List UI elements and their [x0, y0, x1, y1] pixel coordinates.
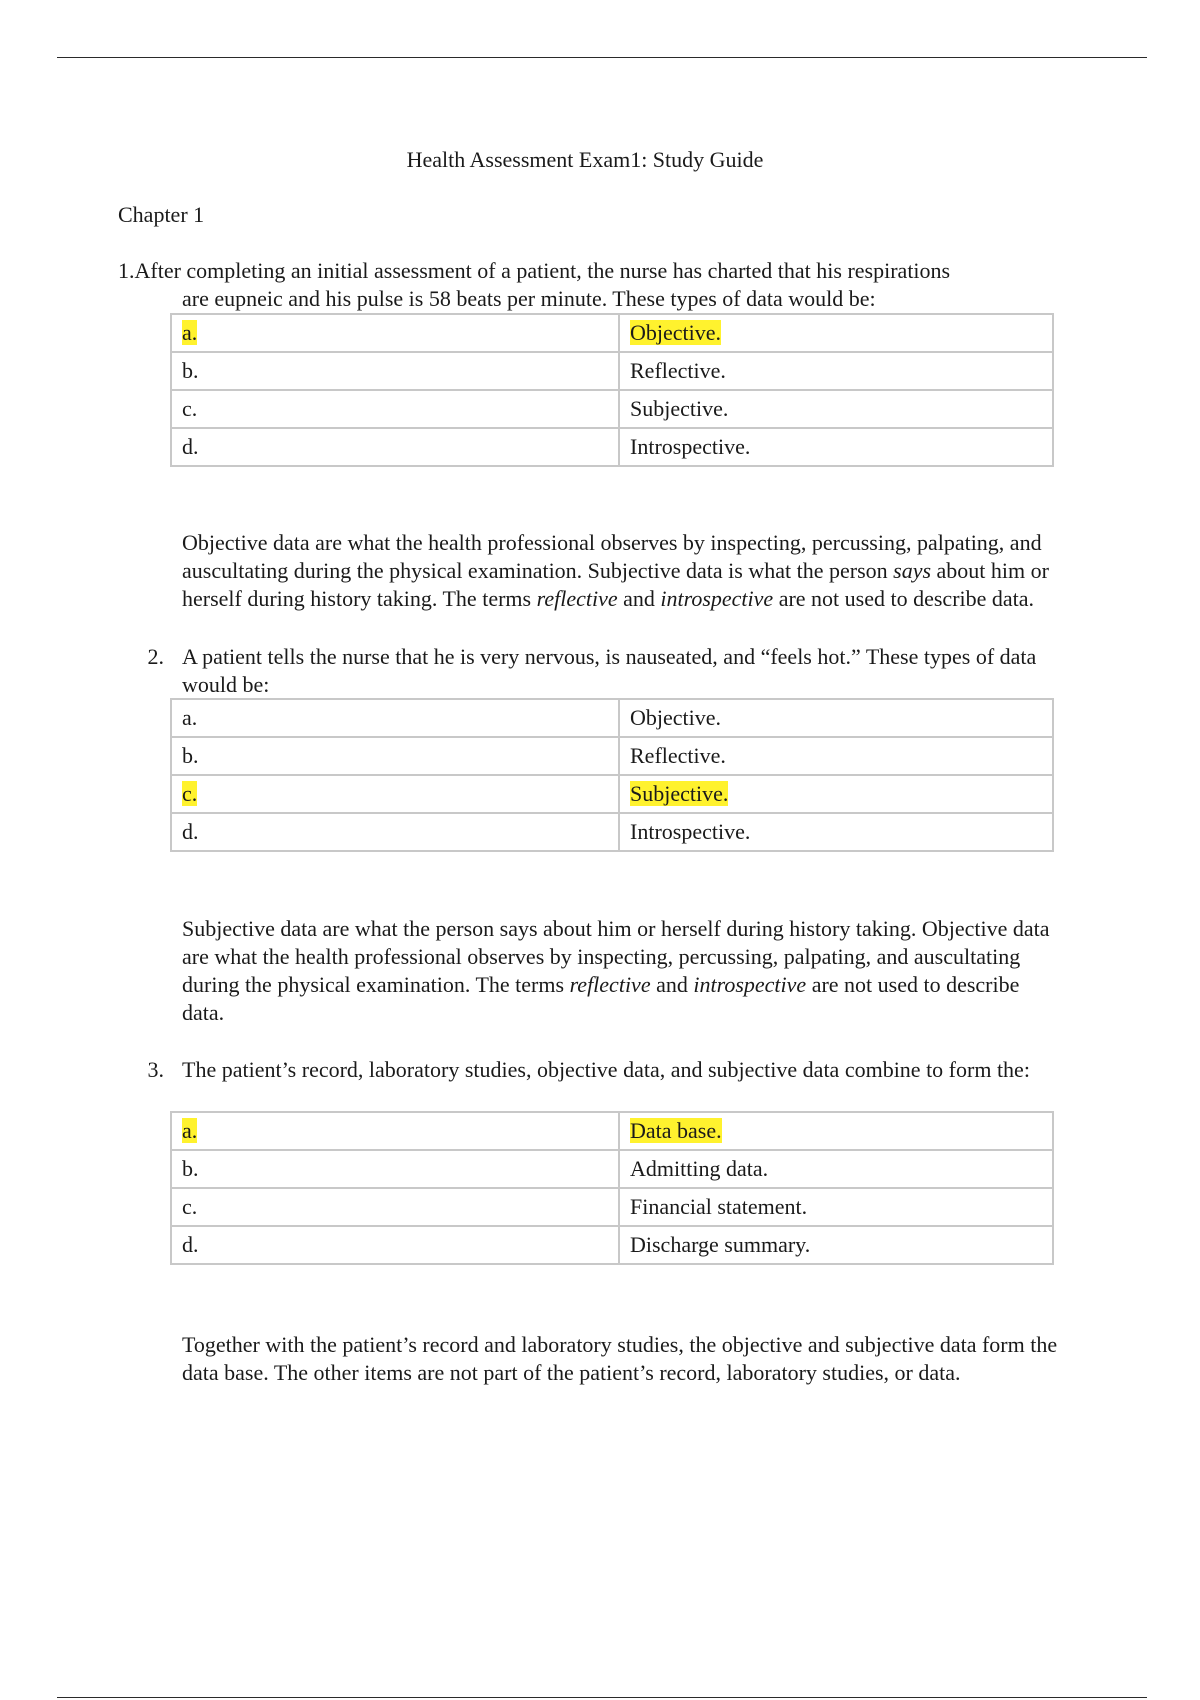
option-text: Objective.: [630, 705, 722, 730]
chapter-heading: Chapter 1: [118, 202, 205, 227]
option-row: [171, 1226, 1053, 1264]
option-letter: a.: [182, 1118, 198, 1143]
option-row: [171, 1150, 1053, 1188]
option-text: Subjective.: [630, 781, 729, 806]
question-2-text: A patient tells the nurse that he is very nervous, is nauseated, and “feels hot.” These types of data would be:: [182, 644, 1037, 697]
footer-rule: [57, 1697, 1147, 1698]
option-letter: d.: [182, 819, 199, 844]
question-1-explanation: Objective data are what the health professional observes by inspecting, percussing, palpating, and auscultating during the physical examination. Subjective data is what the person says about him or herself during history taking. The terms reflective and introspective are not used to describe data.: [182, 530, 1049, 611]
option-letter: b.: [182, 1156, 199, 1181]
option-text: Subjective.: [630, 396, 729, 421]
option-row: [171, 1112, 1053, 1150]
option-text: Discharge summary.: [630, 1232, 811, 1257]
option-letter: b.: [182, 358, 199, 383]
option-letter: c.: [182, 1194, 198, 1219]
header-rule: [57, 57, 1147, 58]
option-row: [171, 813, 1053, 851]
question-1: [118, 257, 1058, 313]
option-row: [171, 352, 1053, 390]
option-text: Introspective.: [630, 434, 751, 459]
question-3-number: 3.: [147, 1057, 164, 1082]
option-text: Introspective.: [630, 819, 751, 844]
question-3-explanation: Together with the patient’s record and laboratory studies, the objective and subjective data form the data base. The other items are not part of the patient’s record, laboratory studies, or data.: [182, 1332, 1058, 1385]
option-text: Financial statement.: [630, 1194, 808, 1219]
option-row: [171, 775, 1053, 813]
question-1-options: [170, 313, 1054, 467]
question-2-explanation: Subjective data are what the person says about him or herself during history taking. Objective data are what the health professional observes by inspecting, percussing, palpating, and auscultating during the physical examination. The terms reflective and introspective are not used to describe data.: [182, 916, 1050, 1025]
option-letter: a.: [182, 320, 198, 345]
question-1-line-1: 1.After completing an initial assessment of a patient, the nurse has charted that his respirations: [118, 258, 951, 283]
option-letter: d.: [182, 1232, 199, 1257]
question-1-line-2: are eupneic and his pulse is 58 beats per minute. These types of data would be:: [182, 286, 876, 311]
option-row: [171, 314, 1053, 352]
option-letter: a.: [182, 705, 198, 730]
option-text: Reflective.: [630, 743, 726, 768]
option-row: [171, 737, 1053, 775]
option-letter: d.: [182, 434, 199, 459]
option-row: [171, 428, 1053, 466]
option-text: Reflective.: [630, 358, 726, 383]
option-row: [171, 390, 1053, 428]
question-2-number: 2.: [147, 644, 164, 669]
question-3-options: [170, 1111, 1054, 1265]
option-text: Objective.: [630, 320, 722, 345]
question-3-text: The patient’s record, laboratory studies, objective data, and subjective data combine to form the:: [182, 1057, 1030, 1082]
option-letter: c.: [182, 396, 198, 421]
document-title: Health Assessment Exam1: Study Guide: [406, 147, 764, 172]
option-row: [171, 699, 1053, 737]
option-letter: c.: [182, 781, 198, 806]
option-text: Admitting data.: [630, 1156, 769, 1181]
option-row: [171, 1188, 1053, 1226]
option-text: Data base.: [630, 1118, 722, 1143]
question-2-options: [170, 698, 1054, 852]
option-letter: b.: [182, 743, 199, 768]
